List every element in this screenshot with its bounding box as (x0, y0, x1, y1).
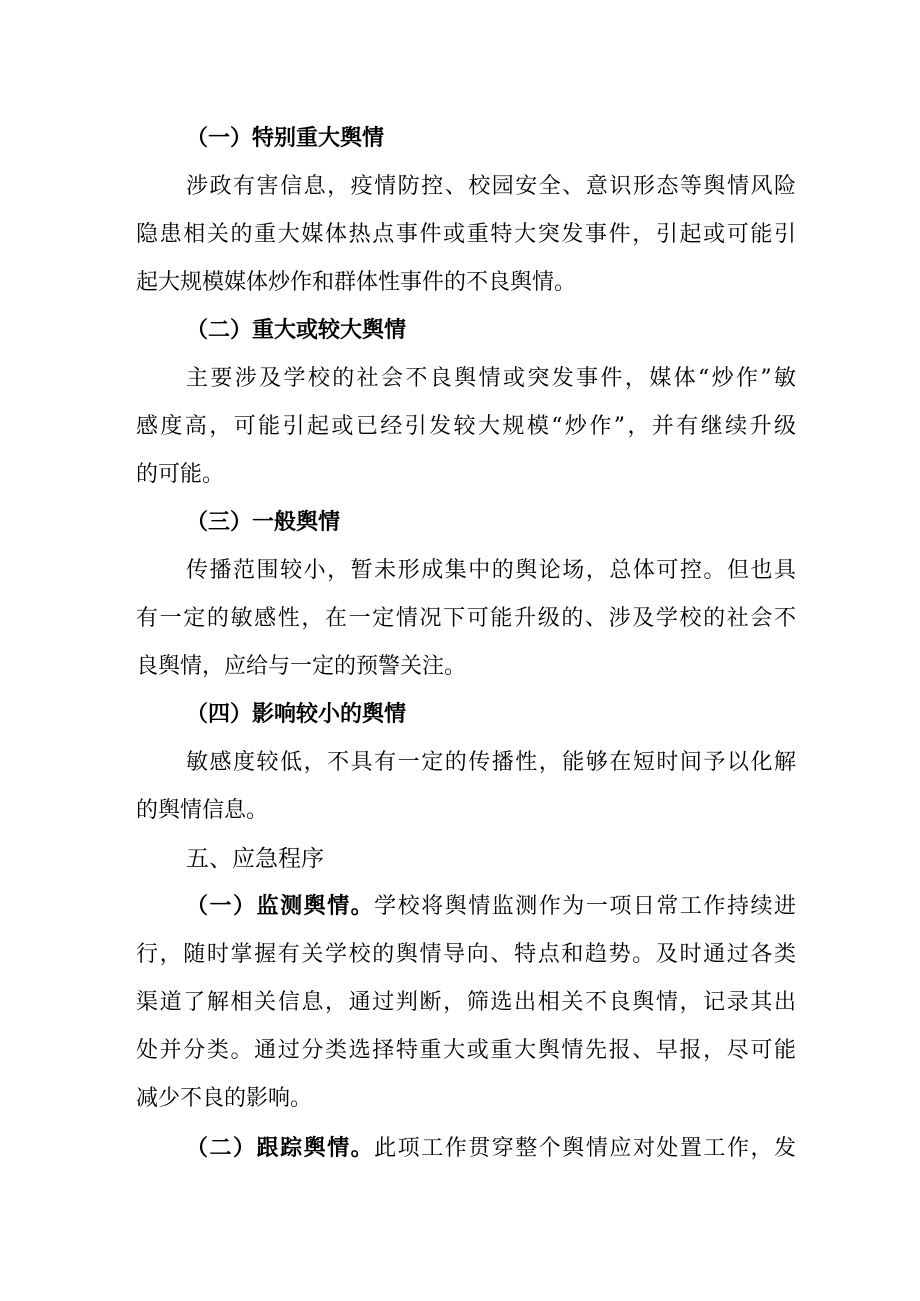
paragraph-line: 起大规模媒体炒作和群体性事件的不良舆情。 (136, 270, 577, 295)
procedure-title-1: （一）监测舆情。 (186, 894, 375, 919)
paragraph-line: 有一定的敏感性，在一定情况下可能升级的、涉及学校的社会不 (136, 606, 796, 631)
paragraph-line: 涉政有害信息，疫情防控、校园安全、意识形态等舆情风险 (186, 174, 796, 199)
section-heading-2: （二）重大或较大舆情 (186, 318, 407, 343)
paragraph-line: 主要涉及学校的社会不良舆情或突发事件，媒体“炒作”敏 (186, 366, 796, 391)
procedure-text: 此项工作贯穿整个舆情应对处置工作，发 (374, 1136, 796, 1161)
paragraph-line: 敏感度较低，不具有一定的传播性，能够在短时间予以化解 (186, 750, 796, 775)
section-heading-4: （四）影响较小的舆情 (186, 702, 407, 727)
paragraph-line: 减少不良的影响。 (136, 1086, 313, 1111)
paragraph-line: 感度高，可能引起或已经引发较大规模“炒作”，并有继续升级 (136, 414, 796, 439)
procedure-title-2: （二）跟踪舆情。 (186, 1136, 375, 1161)
paragraph-line: 良舆情，应给与一定的预警关注。 (136, 654, 467, 679)
section-heading-1: （一）特别重大舆情 (186, 126, 385, 151)
paragraph-line: 行，随时掌握有关学校的舆情导向、特点和趋势。及时通过各类 (136, 942, 796, 967)
paragraph-line: 处并分类。通过分类选择特重大或重大舆情先报、早报，尽可能 (136, 1038, 796, 1063)
chapter-heading: 五、应急程序 (186, 846, 324, 872)
paragraph-line: 的可能。 (136, 462, 225, 487)
procedure-text: 学校将舆情监测作为一项日常工作持续进 (374, 894, 796, 919)
paragraph-line: 隐患相关的重大媒体热点事件或重特大突发事件，引起或可能引 (136, 222, 796, 247)
paragraph-line: 的舆情信息。 (136, 798, 269, 823)
paragraph-line: 传播范围较小，暂未形成集中的舆论场，总体可控。但也具 (186, 558, 796, 583)
section-heading-3: （三）一般舆情 (186, 510, 341, 535)
procedure-first-line-2 (186, 1134, 796, 1164)
procedure-first-line-1 (186, 892, 796, 922)
paragraph-line: 渠道了解相关信息，通过判断，筛选出相关不良舆情，记录其出 (136, 990, 796, 1015)
